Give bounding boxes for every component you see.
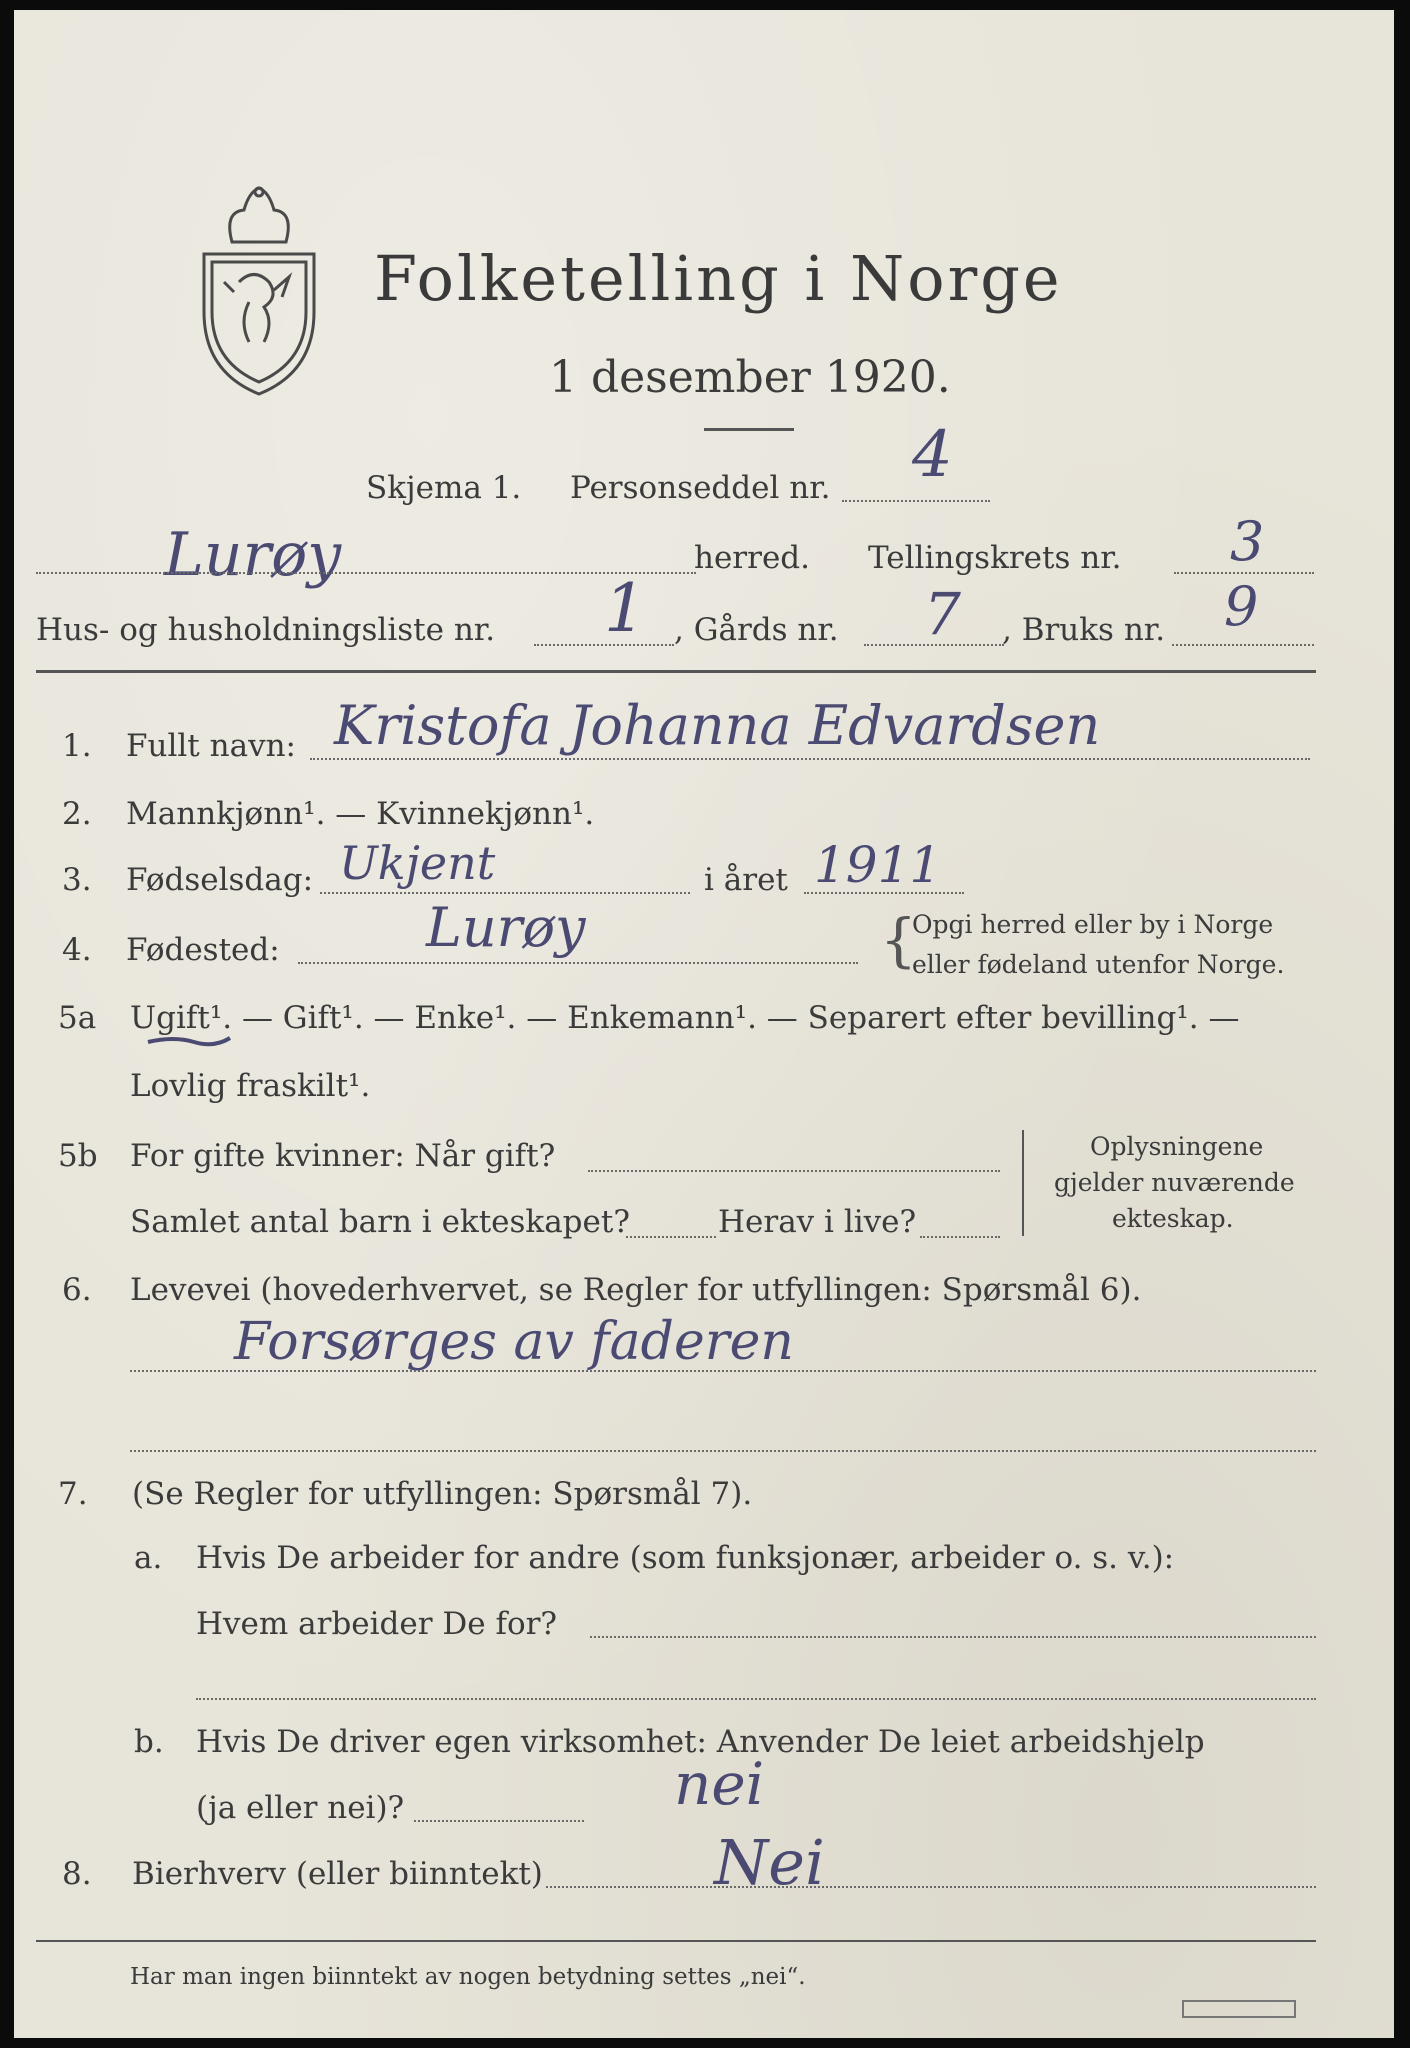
q3-year-label: i året (704, 862, 788, 898)
personseddel-label: Personseddel nr. (570, 470, 831, 506)
page-title: Folketelling i Norge (374, 242, 1063, 315)
q1-label: Fullt navn: (126, 728, 296, 764)
q2-label: Mannkjønn¹. — Kvinnekjønn¹. (126, 796, 595, 832)
q7-number: 7. (58, 1476, 88, 1512)
q5b-note-1: Oplysningene (1090, 1132, 1264, 1161)
skjema-label: Skjema 1. (366, 470, 522, 506)
q1-value: Kristofa Johanna Edvardsen (334, 694, 1101, 757)
q7a-label: Hvis De arbeider for andre (som funksjonær, arbeider o. s. v.): (196, 1540, 1175, 1576)
q7b-number: b. (134, 1724, 164, 1760)
gards-label: , Gårds nr. (674, 612, 839, 648)
q4-note-2: eller fødeland utenfor Norge. (912, 950, 1285, 979)
q5b-label-3: Herav i live? (718, 1204, 917, 1240)
tellingskrets-value: 3 (1230, 510, 1265, 573)
q5b-note-3: ekteskap. (1112, 1204, 1234, 1233)
q8-number: 8. (62, 1856, 92, 1892)
q4-value: Lurøy (426, 896, 586, 959)
gards-value: 7 (924, 580, 961, 648)
q6-label: Levevei (hovederhvervet, se Regler for utfyllingen: Spørsmål 6). (130, 1272, 1142, 1308)
q5b-line-1 (588, 1170, 1000, 1172)
q5b-note-2: gjelder nuværende (1054, 1168, 1295, 1197)
q4-brace: { (880, 906, 917, 974)
q7a-line-2 (196, 1698, 1316, 1700)
q8-value: Nei (714, 1826, 825, 1899)
q3-line (320, 892, 690, 894)
q7-label: (Se Regler for utfyllingen: Spørsmål 7). (132, 1476, 753, 1512)
q7a-label-2: Hvem arbeider De for? (196, 1606, 558, 1642)
q2-number: 2. (62, 796, 92, 832)
q3-label: Fødselsdag: (126, 862, 314, 898)
q7b-label-2: (ja eller nei)? (196, 1790, 405, 1826)
q4-note-1: Opgi herred eller by i Norge (912, 910, 1274, 939)
q7b-line (414, 1820, 584, 1822)
q1-line (310, 758, 1310, 760)
census-date: 1 desember 1920. (549, 352, 951, 403)
q4-line (298, 962, 858, 964)
herred-label: herred. (694, 540, 810, 576)
ugift-underline-mark (144, 1032, 234, 1052)
q5b-label: For gifte kvinner: Når gift? (130, 1138, 556, 1174)
tellingskrets-label: Tellingskrets nr. (868, 540, 1122, 576)
q7b-value: nei (674, 1750, 765, 1818)
q7a-number: a. (134, 1540, 163, 1576)
q5a-label: Ugift¹. — Gift¹. — Enke¹. — Enkemann¹. — Separert efter bevilling¹. — (130, 1000, 1240, 1036)
q5b-number: 5b (58, 1138, 98, 1174)
personseddel-value: 4 (912, 418, 953, 492)
bruks-label: , Bruks nr. (1002, 612, 1166, 648)
q5a-number: 5a (58, 1000, 97, 1036)
q4-label: Fødested: (126, 932, 280, 968)
q5a-label-2: Lovlig fraskilt¹. (130, 1068, 371, 1104)
q7a-line-1 (590, 1636, 1316, 1638)
q8-line (546, 1886, 1316, 1888)
hus-label: Hus- og husholdningsliste nr. (36, 612, 496, 648)
q5b-bracket (1022, 1130, 1024, 1236)
printer-stamp (1182, 2000, 1296, 2018)
q3-number: 3. (62, 862, 92, 898)
norwegian-coat-of-arms-icon (194, 182, 324, 400)
personseddel-line (842, 500, 990, 502)
census-form-sheet (14, 10, 1394, 2038)
q6-line-2 (130, 1450, 1316, 1452)
q5b-line-3 (920, 1236, 1000, 1238)
herred-value: Lurøy (164, 520, 342, 590)
bruks-value: 9 (1224, 575, 1259, 638)
q8-label: Bierhverv (eller biinntekt) (132, 1856, 543, 1892)
herred-line (36, 572, 696, 574)
q4-number: 4. (62, 932, 92, 968)
footer-note: Har man ingen biinntekt av nogen betydning settes „nei“. (130, 1964, 806, 1990)
q6-line-1 (130, 1370, 1316, 1372)
section-divider (36, 670, 1316, 673)
q6-value: Forsørges av faderen (234, 1312, 794, 1372)
q3-value: Ukjent (339, 836, 496, 890)
q5b-label-2: Samlet antal barn i ekteskapet? (130, 1204, 630, 1240)
hus-value: 1 (604, 570, 646, 647)
q7b-label: Hvis De driver egen virksomhet: Anvender De leiet arbeidshjelp (196, 1724, 1205, 1760)
title-divider (704, 428, 794, 431)
q1-number: 1. (62, 728, 92, 764)
q6-number: 6. (62, 1272, 92, 1308)
bruks-line (1172, 644, 1314, 646)
q5b-line-2 (626, 1236, 716, 1238)
footer-divider (36, 1940, 1316, 1942)
q3-year-value: 1911 (814, 836, 942, 894)
